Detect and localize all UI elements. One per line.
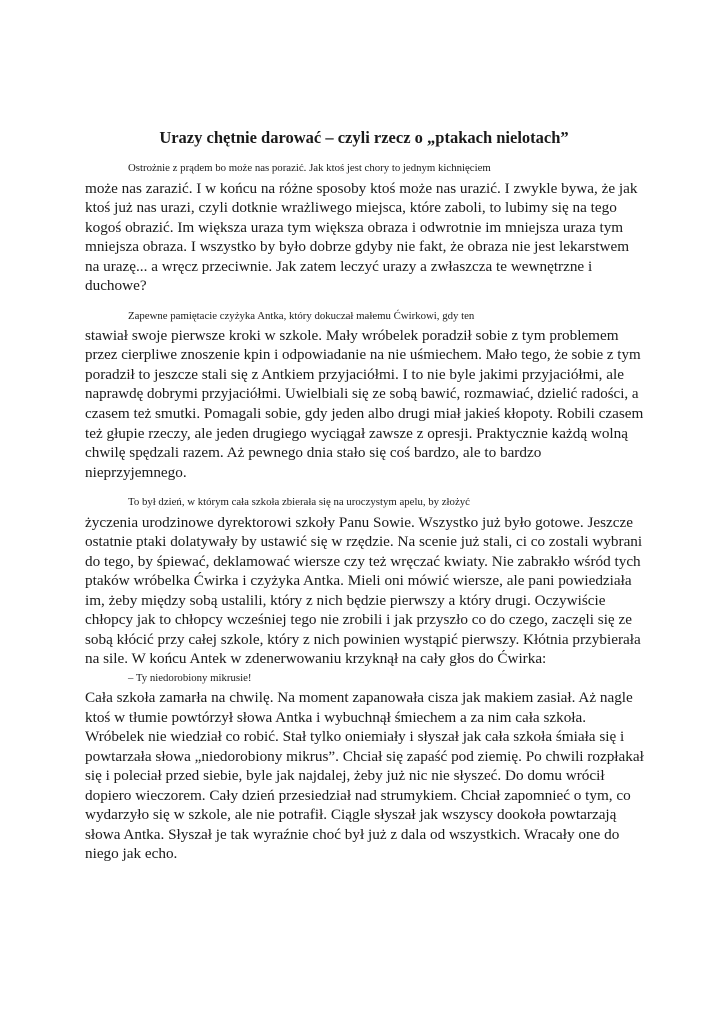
paragraph-line: słowa Antka. Słyszał je tak wyraźnie choć był już z dala od wszystkich. Wracały one do (85, 825, 620, 843)
paragraph-line: To był dzień, w którym cała szkoła zbierała się na uroczystym apelu, by złożyć (128, 496, 470, 508)
paragraph-line: na sile. W końcu Antek w zdenerwowaniu krzyknął na cały głos do Ćwirka: (85, 650, 547, 667)
paragraph-line: nieprzyjemnego. (85, 463, 187, 481)
paragraph-line: ptaków wróbelka Ćwirka i czyżyka Antka. Mieli oni mówić wiersze, ale pani powiedziała (85, 572, 632, 589)
paragraph-line: Ostrożnie z prądem bo może nas porazić. Jak ktoś jest chory to jednym kichnięciem (128, 162, 491, 174)
paragraph-line: kogoś obrazić. Im większa uraza tym większa obraza i odwrotnie im mniejsza uraza tym (85, 218, 624, 236)
paragraph-line: chwilę spędzali razem. Aż pewnego dnia stało się coś bardzo, ale to bardzo (85, 444, 542, 461)
paragraph-line: Cała szkoła zamarła na chwilę. Na moment zapanowała cisza jak makiem zasiał. Aż nagle (85, 689, 633, 706)
paragraph-line: dopiero wieczorem. Cały dzień przesiedział nad strumykiem. Chciał zapomnieć o tym, co (85, 786, 631, 804)
paragraph-1 (85, 159, 643, 296)
paragraph-line: stawiał swoje pierwsze kroki w szkole. Mały wróbelek poradził sobie z tym problemem (85, 327, 619, 344)
paragraph-line: do tego, by śpiewać, deklamować wiersze czy też wręczać kwiaty. Nie zabrakło wśród tych (85, 552, 641, 570)
paragraph-line: ostatnie ptaki dolatywały by ustawić się w rzędzie. Na scenie już stali, ci co zostali wybrani (85, 533, 643, 550)
paragraph-line: Zapewne pamiętacie czyżyka Antka, który dokuczał małemu Ćwirkowi, gdy ten (128, 309, 475, 322)
paragraph-line: ktoś już nas urazi, czyli dotknie wrażliwego miejsca, które zaboli, to lubimy się na tego (85, 199, 617, 216)
paragraph-line: mniejsza obraza. I wszystko by było dobrze gdyby nie fakt, że obraza nie jest lekarstwem (85, 238, 630, 255)
paragraph-line: powtarzała słowa „niedorobiony mikrus”. Chciał się zapaść pod ziemię. Po chwili rozpłakał (85, 747, 644, 765)
paragraph-line: też głupie rzeczy, ale jeden drugiego wyciągał zawsze z opresji. Praktycznie każdą wolną (85, 424, 628, 442)
paragraph-line: im, żeby między sobą ustalili, który z nich będzie pierwszy a który drugi. Oczywiście (85, 591, 606, 609)
paragraph-line: naprawdę dobrymi przyjaciółmi. Uwielbiali się ze sobą bawić, rozmawiać, dzielić radości, a (85, 385, 639, 402)
paragraph-line: chłopcy jak to chłopcy wcześniej tego nie zrobili i jak przyszło co do czego, zaczęli się ze (85, 611, 632, 628)
paragraph-line: Wróbelek nie wiedział co robić. Stał tylko oniemiały i słyszał jak cała szkoła śmiała się i (85, 728, 625, 745)
paragraph-line: może nas zarazić. I w końcu na różne sposoby ktoś może nas urazić. I zwykle bywa, że jak (85, 179, 638, 197)
paragraph-line: niego jak echo. (85, 845, 178, 862)
document-title: Urazy chętnie darować – czyli rzecz o „ptakach nielotach” (159, 128, 569, 147)
paragraph-line: przez cierpliwe znoszenie kpin i odpowiadanie na nie uśmiechem. Mało tego, że sobie z tym (85, 346, 641, 363)
paragraph-line: wydarzyło się w szkole, ale nie potrafił. Ciągle słyszał jak wszyscy dookoła powtarzają (85, 806, 617, 823)
paragraph-line: czasem też smutki. Pomagali sobie, gdy jeden albo drugi miał jakieś kłopoty. Robili czasem (85, 405, 644, 422)
paragraph-line: sobą kłócić przy całej szkole, który z nich powinien wystąpić pierwszy. Kłótnia przybierała (85, 630, 641, 648)
paragraph-line: poradził to jeszcze stali się z Antkiem przyjaciółmi. I to nie byle jakimi przyjaciółmi, ale (85, 366, 624, 383)
paragraph-line: życzenia urodzinowe dyrektorowi szkoły Panu Sowie. Wszystko już było gotowe. Jeszcze (85, 513, 634, 531)
paragraph-line: duchowe? (85, 277, 147, 294)
paragraph-2 (85, 307, 643, 483)
paragraph-line: na urazę... a wręcz przeciwnie. Jak zatem leczyć urazy a zwłaszcza te wewnętrzne i (85, 257, 593, 275)
paragraph-line: ktoś w tłumie powtórzył słowa Antka i wybuchnął śmiechem a za nim cała szkoła. (85, 708, 587, 726)
dialogue-line: – Ty niedorobiony mikrusie! (128, 671, 252, 684)
document-page (85, 128, 643, 875)
paragraph-3 (85, 493, 643, 864)
paragraph-line: się i poleciał przed siebie, byle jak najdalej, żeby już nic nie słyszeć. Do domu wrócił (85, 767, 605, 784)
